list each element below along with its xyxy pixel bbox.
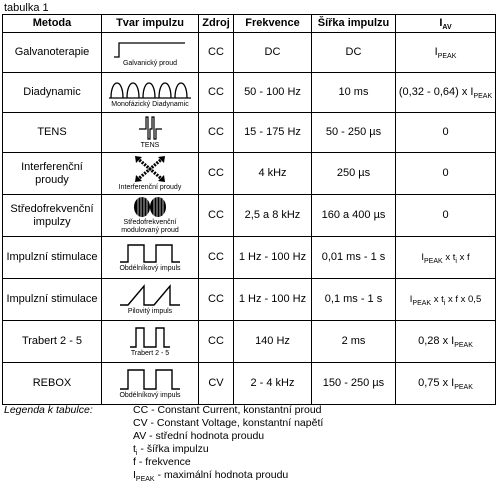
table-row [3, 363, 496, 405]
header-iav: $I_{AV}$ [396, 15, 496, 33]
table-caption: tabulka 1 [4, 2, 49, 14]
sawtooth-pulse-icon [118, 283, 182, 307]
frequency-cell: 4 kHz [234, 153, 312, 195]
method-name: REBOX [3, 363, 102, 405]
frequency-cell: DC [234, 33, 312, 73]
interference-icon [133, 155, 167, 183]
pulse-width-cell: 50 - 250 µs [312, 113, 396, 153]
method-name: Interferenční proudy [3, 153, 102, 195]
legend-line: f - frekvence [133, 456, 191, 468]
current-cell: 0,28 x $I_{PEAK}$ [396, 321, 496, 363]
pulse-width-cell: 160 a 400 µs [312, 195, 396, 237]
source-cell: CC [199, 153, 234, 195]
pulse-width-cell: 2 ms [312, 321, 396, 363]
table-row [3, 73, 496, 113]
frequency-cell: 1 Hz - 100 Hz [234, 237, 312, 279]
legend-line: $I_{PEAK}$ - maximální hodnota proudu [133, 469, 289, 484]
table-row [3, 321, 496, 363]
header-row [3, 15, 496, 33]
frequency-cell: 140 Hz [234, 321, 312, 363]
method-name: Diadynamic [3, 73, 102, 113]
current-cell: 0 [396, 195, 496, 237]
current-cell: $I_{PEAK}$ [396, 33, 496, 73]
pulse-width-cell: 0,01 ms - 1 s [312, 237, 396, 279]
waveform-cell: Pilovitý impuls [102, 279, 199, 321]
pulse-width-cell: 150 - 250 µs [312, 363, 396, 405]
rectangular-pulse-icon [118, 242, 182, 264]
current-cell: (0,32 - 0,64) x $I_{PEAK}$ [396, 73, 496, 113]
frequency-cell: 50 - 100 Hz [234, 73, 312, 113]
pulse-width-cell: 10 ms [312, 73, 396, 113]
table-row [3, 33, 496, 73]
method-name: Galvanoterapie [3, 33, 102, 73]
current-cell: $I_{PEAK}$ x $t_i$ x f [396, 237, 496, 279]
legend-line: $t_i$ - šířka impulzu [133, 443, 209, 458]
waveform-cell: Galvanický proud [102, 33, 199, 73]
table-row [3, 195, 496, 237]
table-row [3, 237, 496, 279]
current-cell: 0 [396, 153, 496, 195]
method-name: Středofrekvenční impulzy [3, 195, 102, 237]
waveform-cell: Obdélníkový impuls [102, 237, 199, 279]
source-cell: CC [199, 195, 234, 237]
current-cell: $I_{PEAK}$ x $t_i$ x f x 0,5 [396, 279, 496, 321]
source-cell: CC [199, 237, 234, 279]
trabert-wave-icon [128, 325, 172, 349]
pulse-width-cell: 0,1 ms - 1 s [312, 279, 396, 321]
waveform-cell: Středofrekvenční modulovaný proud [102, 195, 199, 237]
method-name: Trabert 2 - 5 [3, 321, 102, 363]
source-cell: CV [199, 363, 234, 405]
source-cell: CC [199, 73, 234, 113]
method-name: Impulzní stimulace [3, 279, 102, 321]
legend-line: CV - Constant Voltage, konstantní napětí [133, 417, 324, 429]
waveform-cell: Monofázický Diadynamic [102, 73, 199, 113]
header-tvar: Tvar impulzu [102, 15, 199, 33]
legend-line: AV - střední hodnota proudu [133, 430, 265, 442]
waveform-cell: Obdélníkový impuls [102, 363, 199, 405]
rebox-rectangular-pulse-icon [118, 367, 182, 391]
source-cell: CC [199, 279, 234, 321]
tens-wave-icon [135, 115, 165, 141]
method-name: TENS [3, 113, 102, 153]
header-metoda: Metoda [3, 15, 102, 33]
legend-items [133, 404, 500, 482]
legend-label: Legenda k tabulce: [4, 404, 93, 416]
pulse-width-cell: 250 µs [312, 153, 396, 195]
frequency-cell: 15 - 175 Hz [234, 113, 312, 153]
therapy-table [2, 14, 496, 405]
waveform-cell: Interferenční proudy [102, 153, 199, 195]
table-row [3, 279, 496, 321]
frequency-cell: 2 - 4 kHz [234, 363, 312, 405]
source-cell: CC [199, 321, 234, 363]
source-cell: CC [199, 113, 234, 153]
source-cell: CC [199, 33, 234, 73]
header-sirka: Šířka impulzu [312, 15, 396, 33]
header-frekvence: Frekvence [234, 15, 312, 33]
table-row [3, 153, 496, 195]
current-cell: 0 [396, 113, 496, 153]
modulated-burst-icon [132, 196, 168, 218]
legend-line: CC - Constant Current, konstantní proud [133, 404, 322, 416]
current-cell: 0,75 x $I_{PEAK}$ [396, 363, 496, 405]
waveform-cell: Trabert 2 - 5 [102, 321, 199, 363]
method-name: Impulzní stimulace [3, 237, 102, 279]
waveform-cell: TENS [102, 113, 199, 153]
frequency-cell: 1 Hz - 100 Hz [234, 279, 312, 321]
diadynamic-wave-icon [108, 76, 192, 100]
table-row [3, 113, 496, 153]
header-zdroj: Zdroj [199, 15, 234, 33]
pulse-width-cell: DC [312, 33, 396, 73]
frequency-cell: 2,5 a 8 kHz [234, 195, 312, 237]
galvanic-wave-icon [111, 37, 189, 59]
